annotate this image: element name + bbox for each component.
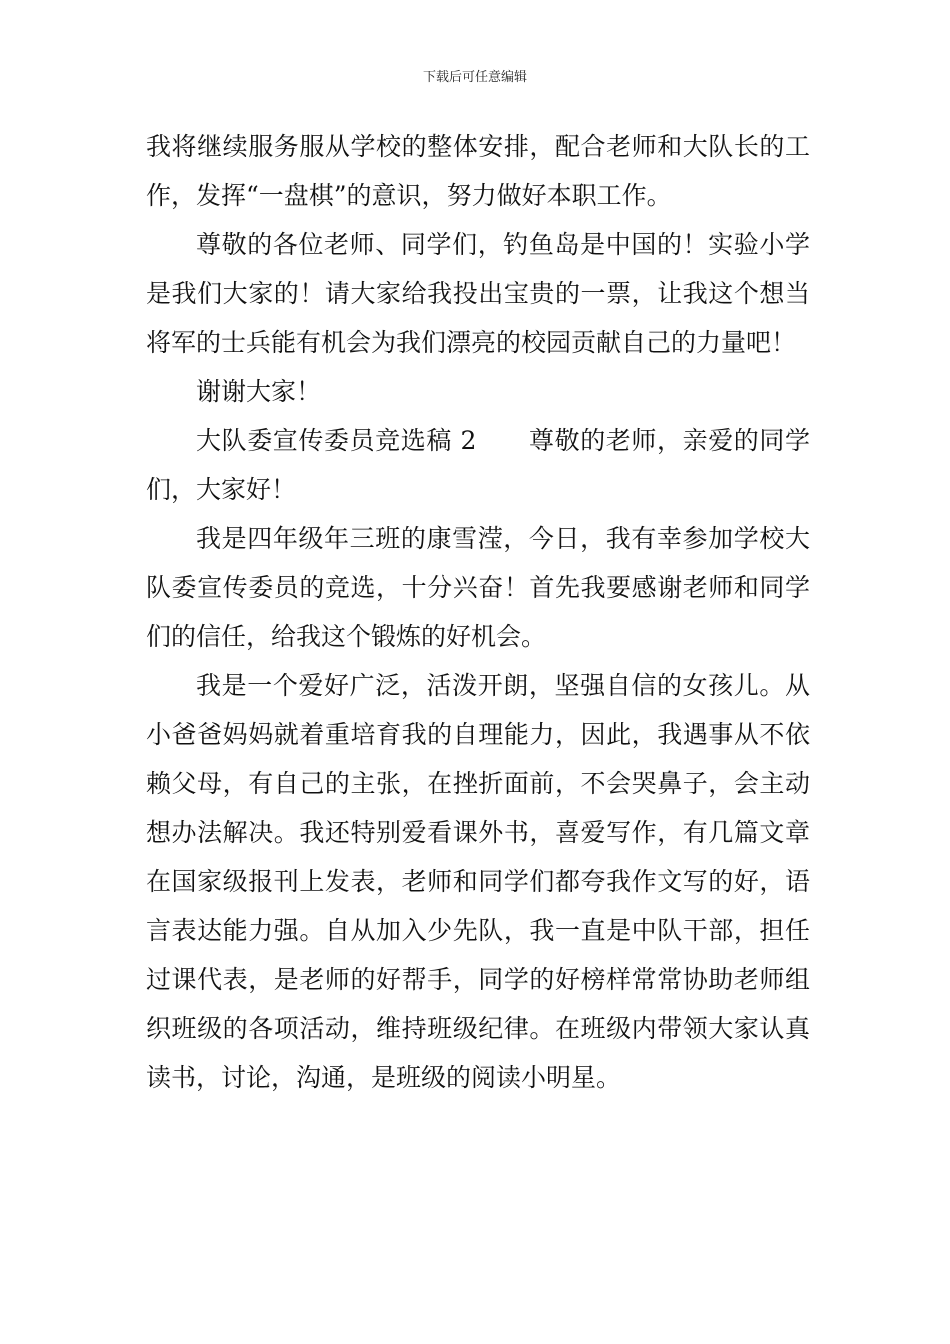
document-body [146, 122, 810, 1102]
paragraph-3: 谢谢大家！ [196, 377, 322, 406]
paragraph-1: 我将继续服务服从学校的整体安排，配合老师和大队长的工作，发挥“一盘棋”的意识，努力做好本职工作。 [146, 132, 810, 210]
paragraph-5: 我是四年级年三班的康雪滢，今日，我有幸参加学校大队委宣传委员的竞选，十分兴奋！首先我要感谢老师和同学们的信任，给我这个锻炼的好机会。 [146, 524, 810, 651]
greeting-text: 尊敬的老师，亲爱的同学们，大家好！ [146, 426, 810, 504]
page-header: 下载后可任意编辑 [422, 70, 527, 85]
paragraph-4 [146, 416, 810, 514]
paragraph-6: 我是一个爱好广泛，活泼开朗，坚强自信的女孩儿。从小爸爸妈妈就着重培育我的自理能力，因此，我遇事从不依赖父母，有自己的主张，在挫折面前，不会哭鼻子，会主动想办法解决。我还特别爱看课外书，喜爱写作，有几篇文章在国家级报刊上发表，老师和同学们都夸我作文写的好，语言表达能力强。自从加入少先队，我一直是中队干部，担任过课代表，是老师的好帮手，同学的好榜样常常协助老师组织班级的各项活动，维持班级纪律。在班级内带领大家认真读书，讨论，沟通，是班级的阅读小明星。 [146, 671, 810, 1092]
section-title: 大队委宣传委员竞选稿 2 [196, 426, 477, 455]
paragraph-2: 尊敬的各位老师、同学们，钓鱼岛是中国的！实验小学是我们大家的！请大家给我投出宝贵的一票，让我这个想当将军的士兵能有机会为我们漂亮的校园贡献自己的力量吧！ [146, 230, 810, 357]
